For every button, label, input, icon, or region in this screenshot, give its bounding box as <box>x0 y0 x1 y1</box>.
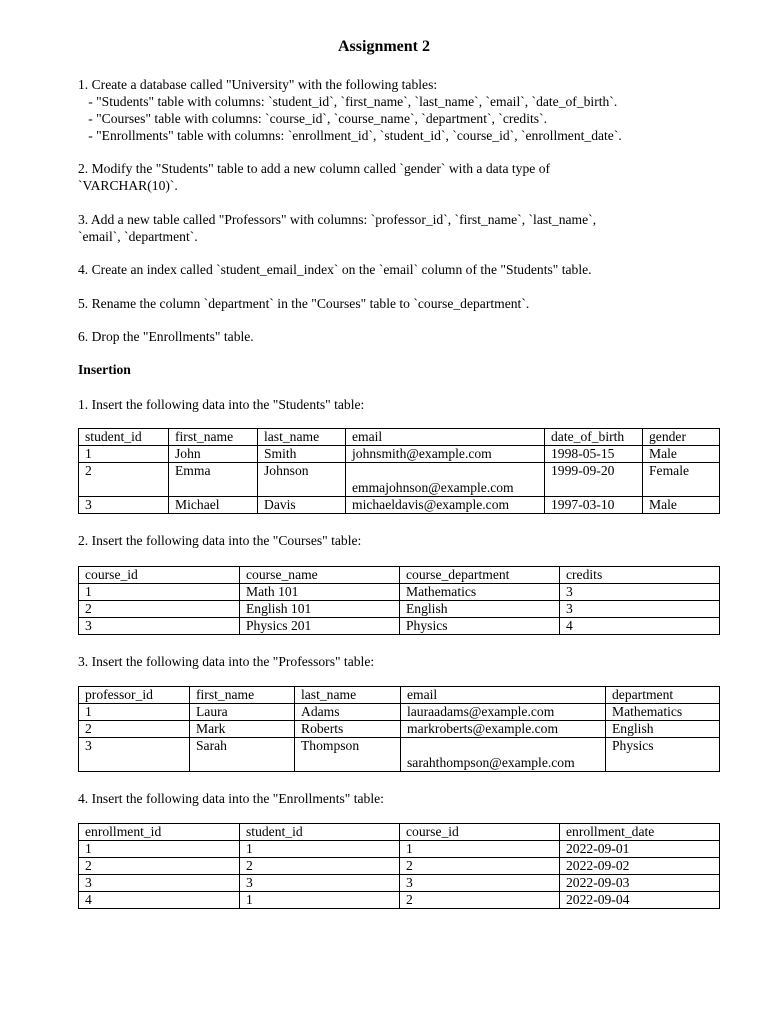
task-2: 2. Modify the "Students" table to add a new column called `gender` with a data type of <box>78 161 551 176</box>
table-cell: Mathematics <box>400 584 560 601</box>
table-cell: 2 <box>240 858 400 875</box>
task-6: 6. Drop the "Enrollments" table. <box>78 329 254 344</box>
table-cell: 2 <box>400 892 560 909</box>
table-cell: Smith <box>258 446 346 463</box>
table-row <box>79 704 720 721</box>
table-row <box>79 446 720 463</box>
table-cell: 2022-09-04 <box>560 892 720 909</box>
table-cell: 2 <box>79 463 169 497</box>
table-cell: 3 <box>560 601 720 618</box>
table-cell: 2022-09-02 <box>560 858 720 875</box>
task-3: 3. Add a new table called "Professors" with columns: `professor_id`, `first_name`, `last_name`, <box>78 212 597 227</box>
header-cell: gender <box>643 429 720 446</box>
table-cell: Thompson <box>295 738 401 772</box>
table-cell: 1 <box>79 584 240 601</box>
header-cell: student_id <box>79 429 169 446</box>
table-header-row <box>79 824 720 841</box>
table-cell: 2 <box>400 858 560 875</box>
table-row <box>79 584 720 601</box>
header-cell: first_name <box>190 687 295 704</box>
table-cell: markroberts@example.com <box>401 721 606 738</box>
table-cell: 4 <box>560 618 720 635</box>
task-3-cont: `email`, `department`. <box>78 229 198 244</box>
professors-table <box>78 686 720 772</box>
table-cell: English <box>400 601 560 618</box>
table-cell: 3 <box>240 875 400 892</box>
table-cell: 2022-09-03 <box>560 875 720 892</box>
header-cell: enrollment_id <box>79 824 240 841</box>
task-1: 1. Create a database called "University" with the following tables: <box>78 77 438 92</box>
table-cell: 1999-09-20 <box>545 463 643 497</box>
table-cell: 1 <box>240 841 400 858</box>
table-header-row <box>79 567 720 584</box>
table-cell: 3 <box>79 497 169 514</box>
insert-professors-instruction: 3. Insert the following data into the "Professors" table: <box>78 654 375 669</box>
table-cell: 4 <box>79 892 240 909</box>
table-row <box>79 601 720 618</box>
table-cell: English 101 <box>240 601 400 618</box>
table-cell: English <box>606 721 720 738</box>
table-cell: johnsmith@example.com <box>346 446 545 463</box>
insert-courses-instruction: 2. Insert the following data into the "Courses" table: <box>78 533 362 548</box>
table-cell: 2 <box>79 721 190 738</box>
header-cell: department <box>606 687 720 704</box>
table-cell: Adams <box>295 704 401 721</box>
task-1-enrollments: - "Enrollments" table with columns: `enrollment_id`, `student_id`, `course_id`, `enrollment_date`. <box>78 128 622 143</box>
task-2-cont: `VARCHAR(10)`. <box>78 178 178 193</box>
table-row <box>79 738 720 772</box>
table-cell: 1 <box>79 446 169 463</box>
table-cell: 1997-03-10 <box>545 497 643 514</box>
table-cell: Male <box>643 497 720 514</box>
table-cell: 3 <box>400 875 560 892</box>
insert-enrollments-instruction: 4. Insert the following data into the "Enrollments" table: <box>78 791 384 806</box>
section-heading-insertion: Insertion <box>78 362 131 377</box>
table-cell: Mathematics <box>606 704 720 721</box>
table-cell: 3 <box>79 875 240 892</box>
table-row <box>79 875 720 892</box>
table-header-row <box>79 429 720 446</box>
table-row <box>79 618 720 635</box>
table-cell: 1 <box>400 841 560 858</box>
header-cell: email <box>346 429 545 446</box>
table-cell: Michael <box>169 497 258 514</box>
table-cell: Female <box>643 463 720 497</box>
table-row <box>79 497 720 514</box>
table-cell: 2 <box>79 601 240 618</box>
enrollments-table <box>78 823 720 909</box>
table-row <box>79 892 720 909</box>
header-cell: course_name <box>240 567 400 584</box>
header-cell: date_of_birth <box>545 429 643 446</box>
header-cell: enrollment_date <box>560 824 720 841</box>
header-cell: course_id <box>400 824 560 841</box>
header-cell: professor_id <box>79 687 190 704</box>
table-row <box>79 841 720 858</box>
insert-students-instruction: 1. Insert the following data into the "Students" table: <box>78 397 365 412</box>
header-cell: first_name <box>169 429 258 446</box>
table-cell: Physics <box>400 618 560 635</box>
table-cell: Laura <box>190 704 295 721</box>
table-row <box>79 721 720 738</box>
table-cell: 1998-05-15 <box>545 446 643 463</box>
task-5: 5. Rename the column `department` in the "Courses" table to `course_department`. <box>78 296 530 311</box>
header-cell: student_id <box>240 824 400 841</box>
task-1-courses: - "Courses" table with columns: `course_id`, `course_name`, `department`, `credits`. <box>78 111 547 126</box>
students-table <box>78 428 720 514</box>
table-cell: sarahthompson@example.com <box>401 738 606 772</box>
header-cell: last_name <box>258 429 346 446</box>
table-cell: 2022-09-01 <box>560 841 720 858</box>
page-title: Assignment 2 <box>337 38 430 55</box>
table-cell: Davis <box>258 497 346 514</box>
table-cell: Physics <box>606 738 720 772</box>
table-cell: Roberts <box>295 721 401 738</box>
task-1-students: - "Students" table with columns: `student_id`, `first_name`, `last_name`, `email`, `date_of_birth`. <box>78 94 618 109</box>
table-cell: 1 <box>240 892 400 909</box>
table-cell: michaeldavis@example.com <box>346 497 545 514</box>
table-row <box>79 463 720 497</box>
courses-table <box>78 566 720 635</box>
table-cell: 3 <box>560 584 720 601</box>
table-header-row <box>79 687 720 704</box>
table-cell: 3 <box>79 738 190 772</box>
table-cell: emmajohnson@example.com <box>346 463 545 497</box>
table-cell: Sarah <box>190 738 295 772</box>
header-cell: last_name <box>295 687 401 704</box>
header-cell: email <box>401 687 606 704</box>
table-cell: 3 <box>79 618 240 635</box>
table-cell: 2 <box>79 858 240 875</box>
header-cell: credits <box>560 567 720 584</box>
table-cell: Math 101 <box>240 584 400 601</box>
table-cell: Mark <box>190 721 295 738</box>
header-cell: course_department <box>400 567 560 584</box>
table-cell: Male <box>643 446 720 463</box>
table-cell: 1 <box>79 841 240 858</box>
table-cell: John <box>169 446 258 463</box>
table-cell: Physics 201 <box>240 618 400 635</box>
header-cell: course_id <box>79 567 240 584</box>
table-cell: lauraadams@example.com <box>401 704 606 721</box>
table-cell: Emma <box>169 463 258 497</box>
table-row <box>79 858 720 875</box>
table-cell: Johnson <box>258 463 346 497</box>
table-cell: 1 <box>79 704 190 721</box>
task-4: 4. Create an index called `student_email_index` on the `email` column of the "Students" table. <box>78 262 592 277</box>
